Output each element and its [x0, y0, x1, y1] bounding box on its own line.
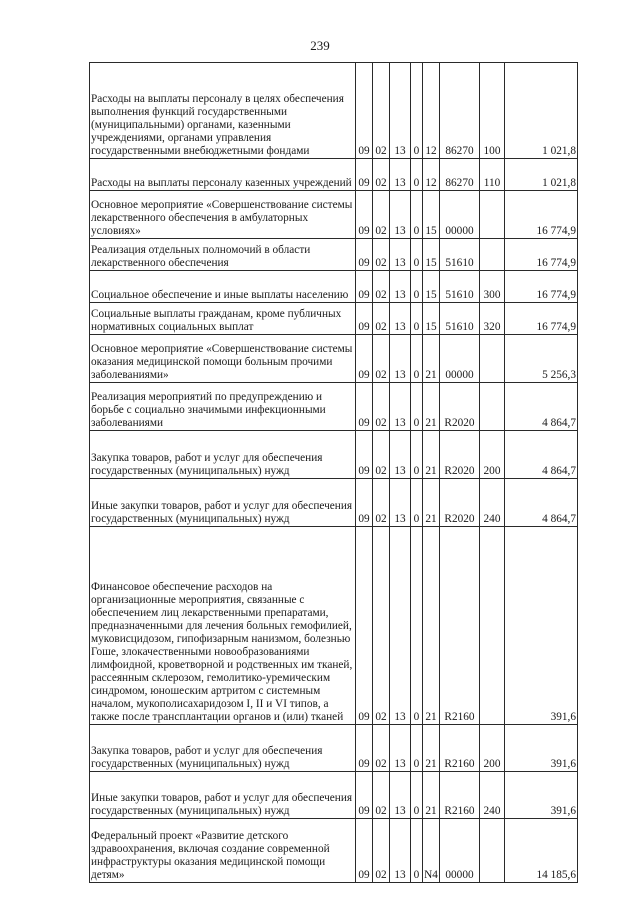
direction-code-cell: R2160	[440, 772, 480, 819]
program-code-cell: 13	[390, 159, 411, 191]
program-code-cell: 13	[390, 335, 411, 383]
section-cell: 09	[356, 527, 373, 725]
subsection-cell: 02	[373, 819, 390, 883]
subsection-cell: 02	[373, 271, 390, 303]
table-row	[90, 63, 578, 159]
table-row	[90, 527, 578, 725]
program-code-cell: 13	[390, 725, 411, 772]
row-name: Социальное обеспечение и иные выплаты населению	[90, 271, 356, 303]
section-cell: 09	[356, 725, 373, 772]
section-cell: 09	[356, 383, 373, 431]
program-code-cell: 13	[390, 271, 411, 303]
event-code-cell: 15	[423, 271, 440, 303]
event-code-cell: 21	[423, 725, 440, 772]
row-name: Реализация мероприятий по предупреждению и борьбе с социально значимыми инфекционными заболеваниями	[90, 383, 356, 431]
subprogram-code-cell: 0	[411, 431, 423, 479]
event-code-cell: 21	[423, 335, 440, 383]
subprogram-code-cell: 0	[411, 303, 423, 335]
amount-cell: 1 021,8	[505, 63, 578, 159]
program-code-cell: 13	[390, 303, 411, 335]
amount-cell: 391,6	[505, 772, 578, 819]
expense-type-cell: 240	[480, 479, 505, 527]
row-name: Основное мероприятие «Совершенствование системы лекарственного обеспечения в амбулаторных условиях»	[90, 191, 356, 239]
subprogram-code-cell: 0	[411, 239, 423, 271]
event-code-cell: N4	[423, 819, 440, 883]
expense-type-cell	[480, 191, 505, 239]
expense-type-cell: 100	[480, 63, 505, 159]
amount-cell: 4 864,7	[505, 431, 578, 479]
page-number: 239	[310, 38, 330, 53]
section-cell: 09	[356, 159, 373, 191]
row-name: Закупка товаров, работ и услуг для обеспечения государственных (муниципальных) нужд	[90, 725, 356, 772]
expense-type-cell	[480, 527, 505, 725]
subsection-cell: 02	[373, 725, 390, 772]
program-code-cell: 13	[390, 819, 411, 883]
direction-code-cell: 86270	[440, 159, 480, 191]
subprogram-code-cell: 0	[411, 725, 423, 772]
subsection-cell: 02	[373, 191, 390, 239]
expense-type-cell	[480, 383, 505, 431]
event-code-cell: 21	[423, 772, 440, 819]
subsection-cell: 02	[373, 479, 390, 527]
section-cell: 09	[356, 431, 373, 479]
program-code-cell: 13	[390, 527, 411, 725]
event-code-cell: 21	[423, 383, 440, 431]
subprogram-code-cell: 0	[411, 772, 423, 819]
direction-code-cell: 00000	[440, 819, 480, 883]
amount-cell: 16 774,9	[505, 303, 578, 335]
amount-cell: 16 774,9	[505, 271, 578, 303]
event-code-cell: 21	[423, 527, 440, 725]
direction-code-cell: R2020	[440, 383, 480, 431]
row-name: Иные закупки товаров, работ и услуг для обеспечения государственных (муниципальных) нужд	[90, 479, 356, 527]
program-code-cell: 13	[390, 772, 411, 819]
table-row	[90, 383, 578, 431]
budget-table	[89, 62, 578, 883]
expense-type-cell: 200	[480, 725, 505, 772]
row-name: Иные закупки товаров, работ и услуг для обеспечения государственных (муниципальных) нужд	[90, 772, 356, 819]
section-cell: 09	[356, 335, 373, 383]
row-name: Закупка товаров, работ и услуг для обеспечения государственных (муниципальных) нужд	[90, 431, 356, 479]
subsection-cell: 02	[373, 159, 390, 191]
event-code-cell: 21	[423, 431, 440, 479]
subsection-cell: 02	[373, 431, 390, 479]
amount-cell: 16 774,9	[505, 239, 578, 271]
subsection-cell: 02	[373, 335, 390, 383]
row-name: Расходы на выплаты персоналу казенных учреждений	[90, 159, 356, 191]
event-code-cell: 12	[423, 159, 440, 191]
direction-code-cell: 51610	[440, 271, 480, 303]
section-cell: 09	[356, 819, 373, 883]
program-code-cell: 13	[390, 479, 411, 527]
table-row	[90, 239, 578, 271]
direction-code-cell: R2020	[440, 431, 480, 479]
direction-code-cell: R2160	[440, 527, 480, 725]
program-code-cell: 13	[390, 239, 411, 271]
amount-cell: 1 021,8	[505, 159, 578, 191]
direction-code-cell: 51610	[440, 239, 480, 271]
subprogram-code-cell: 0	[411, 527, 423, 725]
direction-code-cell: R2020	[440, 479, 480, 527]
subsection-cell: 02	[373, 63, 390, 159]
section-cell: 09	[356, 63, 373, 159]
section-cell: 09	[356, 772, 373, 819]
table-row	[90, 335, 578, 383]
subprogram-code-cell: 0	[411, 271, 423, 303]
section-cell: 09	[356, 271, 373, 303]
subsection-cell: 02	[373, 527, 390, 725]
table-row	[90, 479, 578, 527]
expense-type-cell: 110	[480, 159, 505, 191]
direction-code-cell: 86270	[440, 63, 480, 159]
program-code-cell: 13	[390, 383, 411, 431]
section-cell: 09	[356, 239, 373, 271]
amount-cell: 4 864,7	[505, 479, 578, 527]
table-row	[90, 431, 578, 479]
table-row	[90, 303, 578, 335]
subsection-cell: 02	[373, 239, 390, 271]
amount-cell: 16 774,9	[505, 191, 578, 239]
amount-cell: 14 185,6	[505, 819, 578, 883]
section-cell: 09	[356, 191, 373, 239]
table-row	[90, 271, 578, 303]
direction-code-cell: 00000	[440, 191, 480, 239]
direction-code-cell: 51610	[440, 303, 480, 335]
subprogram-code-cell: 0	[411, 479, 423, 527]
table-row	[90, 819, 578, 883]
amount-cell: 391,6	[505, 527, 578, 725]
program-code-cell: 13	[390, 191, 411, 239]
event-code-cell: 15	[423, 303, 440, 335]
table-row	[90, 191, 578, 239]
event-code-cell: 12	[423, 63, 440, 159]
row-name: Финансовое обеспечение расходов на организационные мероприятия, связанные с обеспечением лиц лекарственными препаратами, предназначенными для лечения больных гемофилией, муковисцидозом, гипофизарным нанизмом, болезнью Гоше, злокачественными новообразованиями лимфоидной, кроветворной и родственных им тканей, рассеянным склерозом, гемолитико-уремическим синдромом, юношеским артритом с системным началом, мукополисахаридозом I, II и VI типов, а также после трансплантации органов и (или) тканей	[90, 527, 356, 725]
subsection-cell: 02	[373, 772, 390, 819]
row-name: Расходы на выплаты персоналу в целях обеспечения выполнения функций государственными (муниципальными) органами, казенными учреждениями, органами управления государственными внебюджетными фондами	[90, 63, 356, 159]
event-code-cell: 15	[423, 191, 440, 239]
event-code-cell: 15	[423, 239, 440, 271]
amount-cell: 391,6	[505, 725, 578, 772]
subprogram-code-cell: 0	[411, 191, 423, 239]
expense-type-cell: 320	[480, 303, 505, 335]
subprogram-code-cell: 0	[411, 63, 423, 159]
subprogram-code-cell: 0	[411, 383, 423, 431]
section-cell: 09	[356, 479, 373, 527]
subsection-cell: 02	[373, 303, 390, 335]
expense-type-cell	[480, 239, 505, 271]
program-code-cell: 13	[390, 431, 411, 479]
table-row	[90, 159, 578, 191]
table-row	[90, 772, 578, 819]
row-name: Основное мероприятие «Совершенствование системы оказания медицинской помощи больным прочими заболеваниями»	[90, 335, 356, 383]
program-code-cell: 13	[390, 63, 411, 159]
amount-cell: 4 864,7	[505, 383, 578, 431]
subsection-cell: 02	[373, 383, 390, 431]
expense-type-cell	[480, 335, 505, 383]
expense-type-cell: 240	[480, 772, 505, 819]
row-name: Реализация отдельных полномочий в области лекарственного обеспечения	[90, 239, 356, 271]
direction-code-cell: 00000	[440, 335, 480, 383]
expense-type-cell: 300	[480, 271, 505, 303]
expense-type-cell	[480, 819, 505, 883]
subprogram-code-cell: 0	[411, 335, 423, 383]
subprogram-code-cell: 0	[411, 159, 423, 191]
expense-type-cell: 200	[480, 431, 505, 479]
row-name: Социальные выплаты гражданам, кроме публичных нормативных социальных выплат	[90, 303, 356, 335]
subprogram-code-cell: 0	[411, 819, 423, 883]
event-code-cell: 21	[423, 479, 440, 527]
table-row	[90, 725, 578, 772]
row-name: Федеральный проект «Развитие детского здравоохранения, включая создание современной инфраструктуры оказания медицинской помощи детям»	[90, 819, 356, 883]
section-cell: 09	[356, 303, 373, 335]
amount-cell: 5 256,3	[505, 335, 578, 383]
direction-code-cell: R2160	[440, 725, 480, 772]
